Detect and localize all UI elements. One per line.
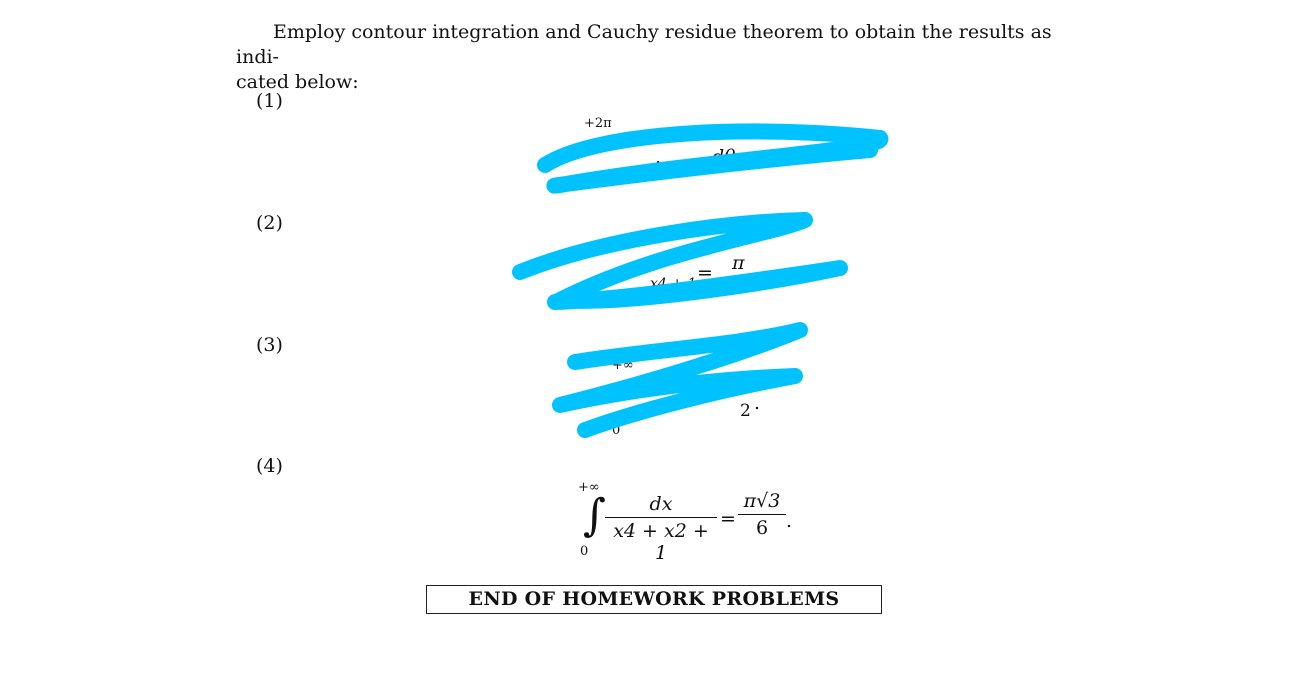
problem-4-relation: = [720, 508, 736, 530]
problem-3-period: . [754, 392, 761, 414]
problem-3-label: (3) [256, 334, 283, 356]
scribble-2 [520, 220, 840, 302]
problem-2-rhs: π [732, 252, 745, 274]
problem-3-upper-limit: +∞ [612, 358, 634, 373]
intro-line-1: Employ contour integration and Cauchy residue theorem to obtain the results as indi- [236, 21, 1052, 68]
problem-2-denominator: x4 + 1 [650, 276, 697, 292]
problem-4-upper-limit: +∞ [578, 480, 600, 495]
integral-sign: ∫ [583, 490, 606, 541]
scribble-1 [545, 131, 880, 185]
rhs-numerator: π√3 [743, 490, 781, 512]
problem-1-denominator: 4 co [652, 158, 686, 177]
integrand-numerator: dx [649, 493, 673, 515]
problem-3-rhs-denominator: 2 [740, 401, 751, 421]
scribble-3 [560, 330, 800, 430]
integrand-denominator: x4 + x2 + 1 [613, 520, 709, 564]
problem-4-label: (4) [256, 455, 283, 477]
end-of-problems-box: END OF HOMEWORK PROBLEMS [426, 585, 882, 614]
problem-2-label: (2) [256, 212, 283, 234]
problem-4-lower-limit: 0 [580, 544, 589, 559]
problem-2-relation: = [697, 262, 713, 284]
problem-1-label: (1) [256, 90, 283, 112]
intro-line-2: cated below: [236, 71, 359, 93]
problem-3-lower-limit: 0 [612, 423, 621, 438]
problem-1-upper-limit: +2π [584, 116, 612, 131]
problem-4-period: . [786, 510, 793, 532]
problem-1-differential: dθ [712, 146, 736, 168]
rhs-denominator: 6 [755, 517, 769, 539]
